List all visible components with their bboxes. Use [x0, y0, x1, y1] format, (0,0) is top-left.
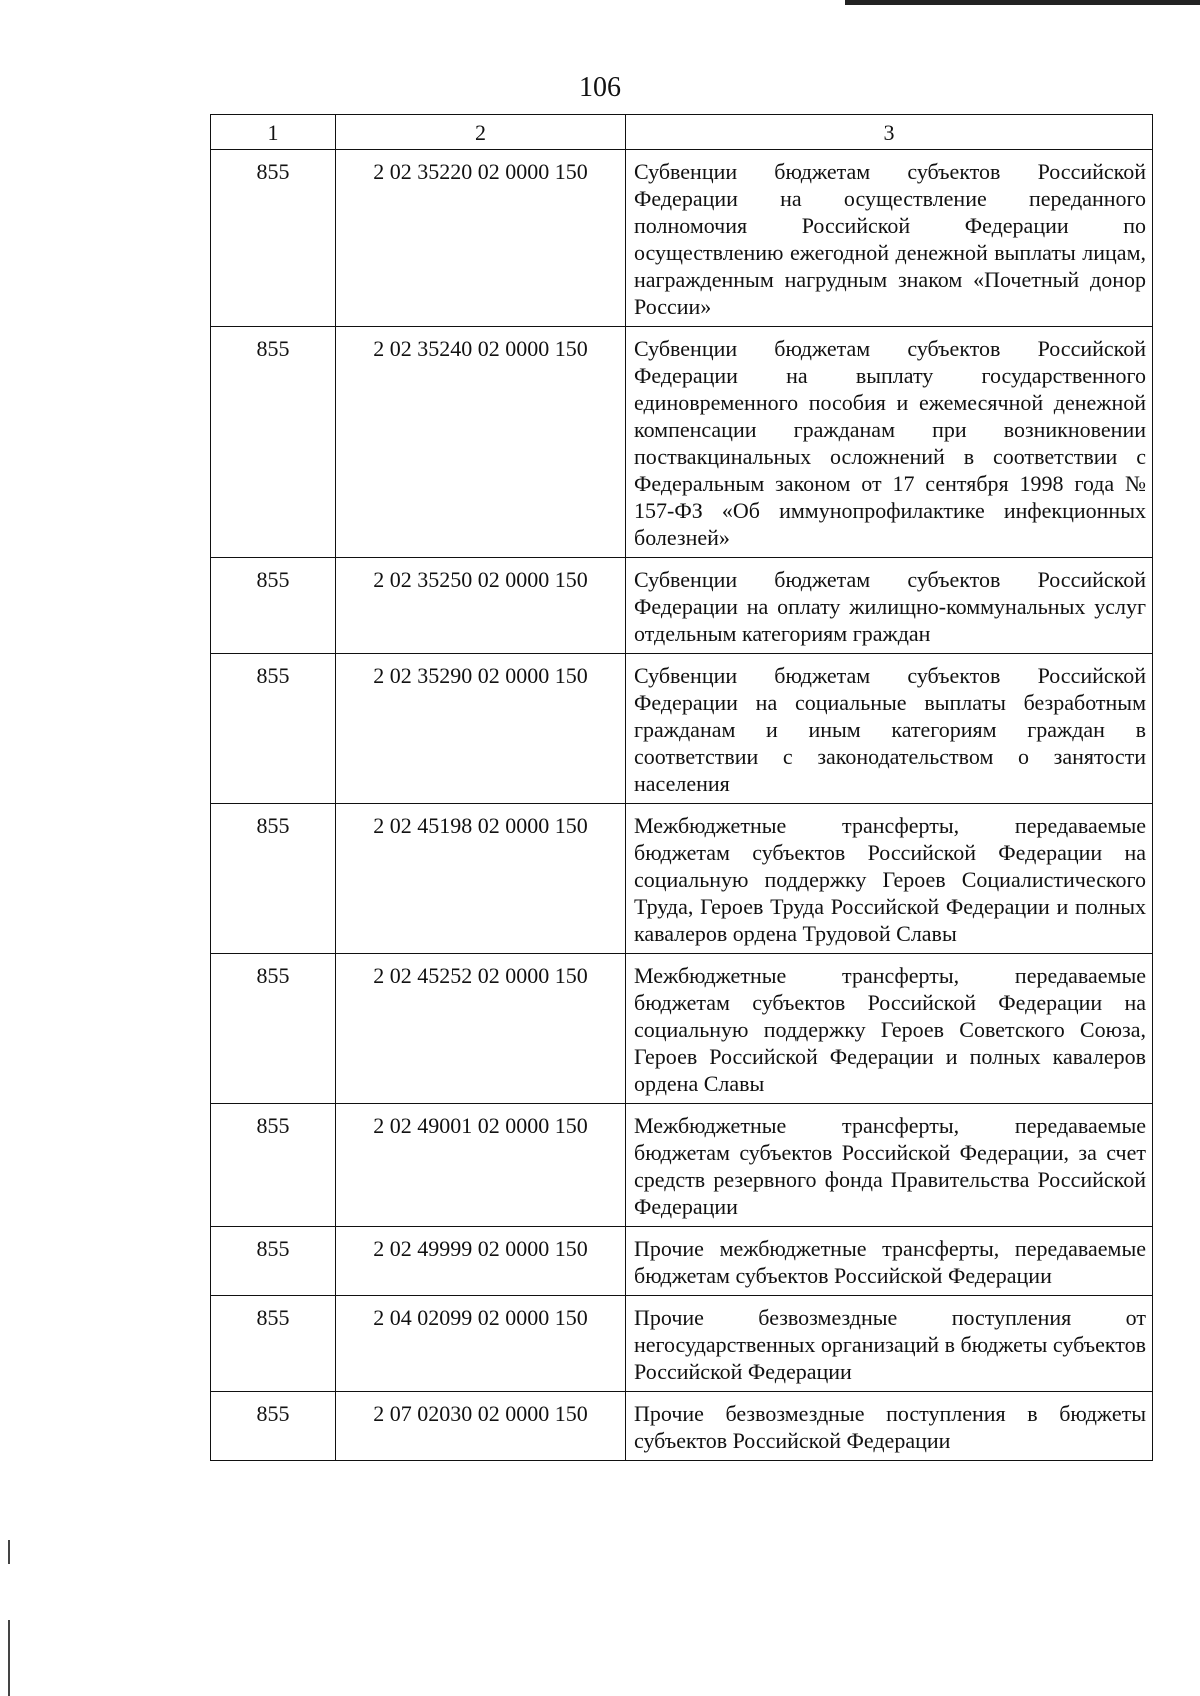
- admin-code-cell: 855: [211, 1296, 336, 1392]
- income-code-cell: 2 02 35290 02 0000 150: [336, 654, 626, 804]
- income-code-cell: 2 04 02099 02 0000 150: [336, 1296, 626, 1392]
- income-code-cell: 2 02 35220 02 0000 150: [336, 150, 626, 327]
- admin-code-cell: 855: [211, 1227, 336, 1296]
- table-row: [211, 1392, 1153, 1461]
- income-code-cell: 2 07 02030 02 0000 150: [336, 1392, 626, 1461]
- table-header-row: [211, 115, 1153, 150]
- admin-code-cell: 855: [211, 1392, 336, 1461]
- income-code-cell: 2 02 49001 02 0000 150: [336, 1104, 626, 1227]
- table-row: [211, 327, 1153, 558]
- description-cell: Субвенции бюджетам субъектов Российской Федерации на выплату государственного единовременного пособия и ежемесячной денежной компенсации гражданам при возникновении поствакцинальных осложнений в соответствии с Федеральным законом от 17 сентября 1998 года № 157-ФЗ «Об иммунопрофилактике инфекционных болезней»: [626, 327, 1153, 558]
- description-cell: Субвенции бюджетам субъектов Российской Федерации на оплату жилищно-коммунальных услуг отдельным категориям граждан: [626, 558, 1153, 654]
- description-cell: Прочие межбюджетные трансферты, передаваемые бюджетам субъектов Российской Федерации: [626, 1227, 1153, 1296]
- scan-edge-left-lower: [8, 1620, 10, 1696]
- table-row: [211, 558, 1153, 654]
- description-cell: Прочие безвозмездные поступления в бюджеты субъектов Российской Федерации: [626, 1392, 1153, 1461]
- table-row: [211, 654, 1153, 804]
- admin-code-cell: 855: [211, 150, 336, 327]
- income-code-cell: 2 02 49999 02 0000 150: [336, 1227, 626, 1296]
- income-code-cell: 2 02 45252 02 0000 150: [336, 954, 626, 1104]
- description-cell: Субвенции бюджетам субъектов Российской Федерации на социальные выплаты безработным гражданам и иным категориям граждан в соответствии с законодательством о занятости населения: [626, 654, 1153, 804]
- scan-edge-left-upper: [8, 1540, 10, 1564]
- table-row: [211, 954, 1153, 1104]
- admin-code-cell: 855: [211, 1104, 336, 1227]
- table-row: [211, 1296, 1153, 1392]
- column-header-3: 3: [626, 115, 1153, 150]
- admin-code-cell: 855: [211, 654, 336, 804]
- admin-code-cell: 855: [211, 558, 336, 654]
- admin-code-cell: 855: [211, 804, 336, 954]
- income-code-cell: 2 02 35250 02 0000 150: [336, 558, 626, 654]
- income-code-cell: 2 02 35240 02 0000 150: [336, 327, 626, 558]
- table-row: [211, 150, 1153, 327]
- description-cell: Межбюджетные трансферты, передаваемые бюджетам субъектов Российской Федерации, за счет средств резервного фонда Правительства Российской Федерации: [626, 1104, 1153, 1227]
- table-row: [211, 1227, 1153, 1296]
- description-cell: Межбюджетные трансферты, передаваемые бюджетам субъектов Российской Федерации на социальную поддержку Героев Социалистического Труда, Героев Труда Российской Федерации и полных кавалеров ордена Трудовой Славы: [626, 804, 1153, 954]
- description-cell: Межбюджетные трансферты, передаваемые бюджетам субъектов Российской Федерации на социальную поддержку Героев Советского Союза, Героев Российской Федерации и полных кавалеров ордена Славы: [626, 954, 1153, 1104]
- budget-classification-table: [210, 114, 1153, 1461]
- table-row: [211, 804, 1153, 954]
- admin-code-cell: 855: [211, 327, 336, 558]
- income-code-cell: 2 02 45198 02 0000 150: [336, 804, 626, 954]
- scan-edge-top: [845, 0, 1200, 5]
- description-cell: Субвенции бюджетам субъектов Российской Федерации на осуществление переданного полномочия Российской Федерации по осуществлению ежегодной денежной выплаты лицам, награжденным нагрудным знаком «Почетный донор России»: [626, 150, 1153, 327]
- description-cell: Прочие безвозмездные поступления от негосударственных организаций в бюджеты субъектов Российской Федерации: [626, 1296, 1153, 1392]
- admin-code-cell: 855: [211, 954, 336, 1104]
- column-header-2: 2: [336, 115, 626, 150]
- table-row: [211, 1104, 1153, 1227]
- column-header-1: 1: [211, 115, 336, 150]
- page-number: 106: [579, 72, 621, 103]
